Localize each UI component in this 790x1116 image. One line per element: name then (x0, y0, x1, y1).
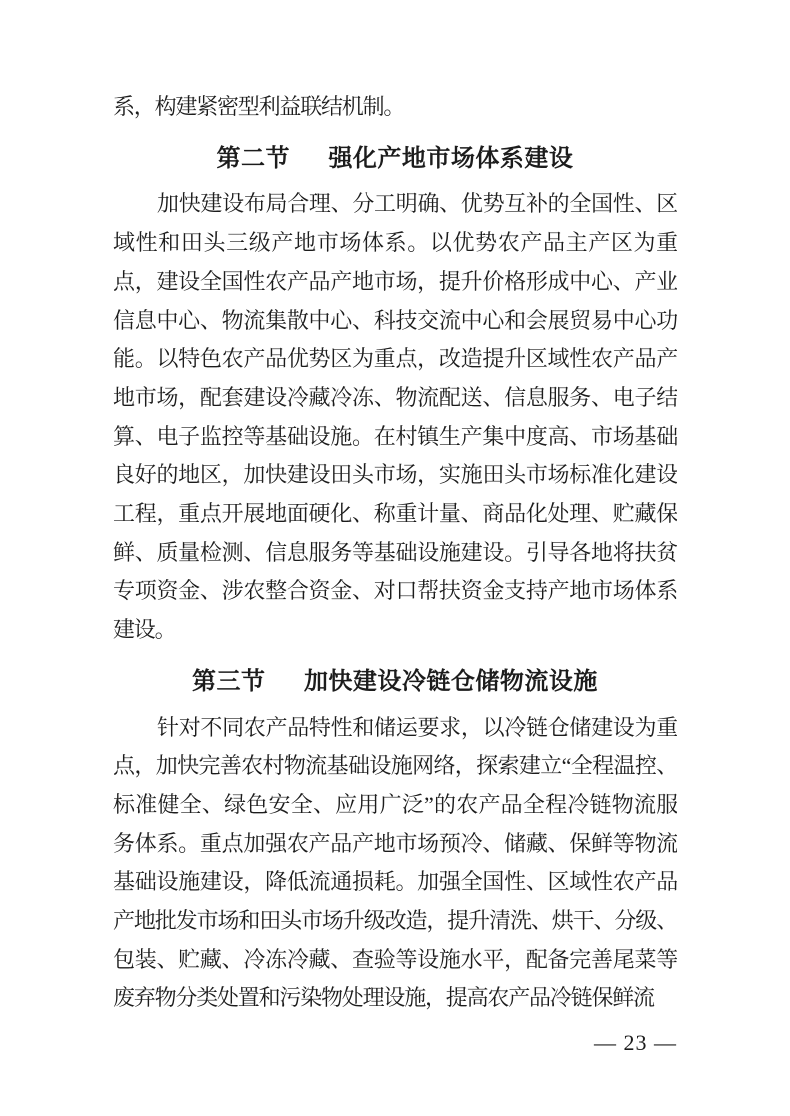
page-content (113, 88, 677, 1018)
text-line: 点，建设全国性农产品产地市场，提升价格形成中心、产业 (113, 268, 677, 294)
text-line: 针对不同农产品特性和储运要求，以冷链仓储建设为重 (157, 714, 677, 740)
heading-title: 加快建设冷链仓储物流设施 (303, 668, 598, 695)
section-heading-3 (113, 663, 677, 702)
text-line: 域性和田头三级产地市场体系。以优势农产品主产区为重 (113, 230, 677, 256)
text-line: 良好的地区，加快建设田头市场，实施田头市场标准化建设 (113, 462, 677, 488)
text-line: 加快建设布局合理、分工明确、优势互补的全国性、区 (157, 191, 677, 217)
text-line: 地市场，配套建设冷藏冷冻、物流配送、信息服务、电子结 (113, 384, 677, 410)
text-line: 专项资金、涉农整合资金、对口帮扶资金支持产地市场体系 (113, 578, 677, 604)
section-heading-2 (113, 140, 677, 179)
heading-number: 第三节 (192, 668, 266, 695)
text-line: 点，加快完善农村物流基础设施网络，探索建立“全程温控、 (113, 753, 677, 779)
text-line: 工程，重点开展地面硬化、称重计量、商品化处理、贮藏保 (113, 501, 677, 527)
text-line: 算、电子监控等基础设施。在村镇生产集中度高、市场基础 (113, 423, 677, 449)
heading-title: 强化产地市场体系建设 (328, 145, 574, 172)
text-line: 信息中心、物流集散中心、科技交流中心和会展贸易中心功 (113, 307, 677, 333)
text-line: 标准健全、绿色安全、应用广泛”的农产品全程冷链物流服 (113, 791, 677, 817)
section-2-paragraph (113, 185, 677, 649)
section-3-paragraph (113, 709, 677, 1019)
text-line: 废弃物分类处置和污染物处理设施，提高农产品冷链保鲜流 (113, 985, 654, 1011)
heading-number: 第二节 (216, 145, 291, 172)
text-line: 鲜、质量检测、信息服务等基础设施建设。引导各地将扶贫 (113, 539, 677, 565)
text-line: 能。以特色农产品优势区为重点，改造提升区域性农产品产 (113, 346, 677, 372)
page-number: — 23 — (594, 1030, 677, 1055)
text-line: 产地批发市场和田头市场升级改造，提升清洗、烘干、分级、 (113, 908, 677, 934)
text-line: 基础设施建设，降低流通损耗。加强全国性、区域性农产品 (113, 869, 677, 895)
text-line: 建设。 (113, 617, 176, 643)
text-line: 包装、贮藏、冷冻冷藏、查验等设施水平，配备完善尾菜等 (113, 946, 677, 972)
continuation-line: 系，构建紧密型利益联结机制。 (113, 94, 405, 119)
text-line: 务体系。重点加强农产品产地市场预冷、储藏、保鲜等物流 (113, 830, 677, 856)
